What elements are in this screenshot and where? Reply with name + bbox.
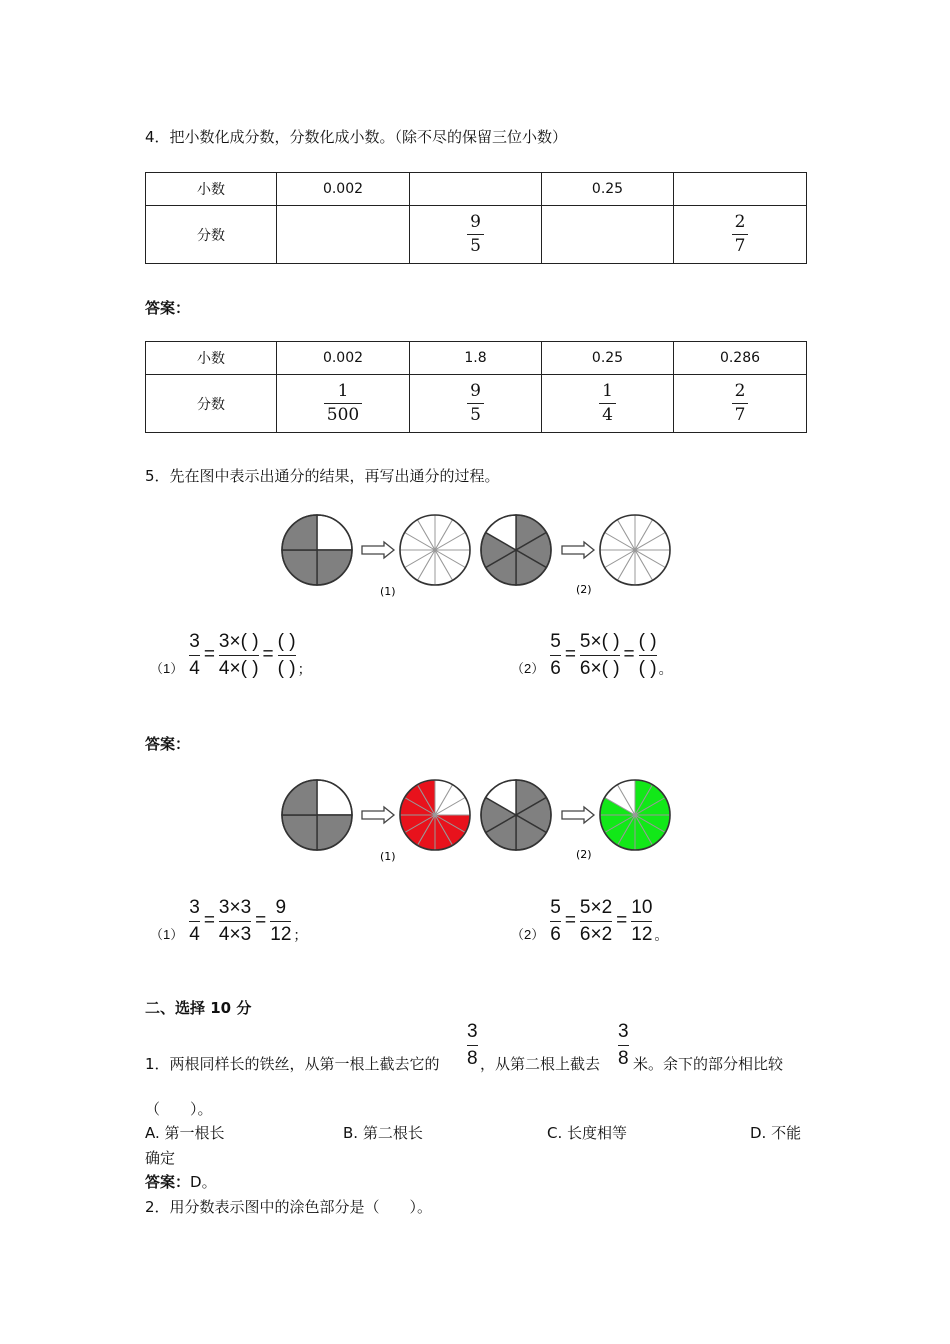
pie-sixths <box>481 780 551 850</box>
table-cell <box>410 173 542 206</box>
q5-title: 5．先在图中表示出通分的结果，再写出通分的过程。 <box>145 467 500 485</box>
section-title: 二、选择 10 分 <box>145 999 252 1017</box>
q5-answer-equation-2: （2） 5 6 = 5×2 6×2 = 10 12 。 <box>511 897 669 945</box>
q4-question-table <box>145 172 807 264</box>
option-c: C. 长度相等 <box>547 1124 628 1142</box>
q5-equation-2: （2） 5 6 = 5×( ) 6×( ) = ( ) ( ) 。 <box>511 631 673 679</box>
option-a: A. 第一根长 <box>145 1124 225 1142</box>
fraction: $\frac{9}{5}$ <box>467 214 484 255</box>
fraction: $\frac{1}{4}$ <box>599 383 616 424</box>
answer-label: 答案： <box>145 299 191 317</box>
row-label-fraction: 分数 <box>146 375 277 433</box>
row-label-decimal: 小数 <box>146 342 277 375</box>
row-label-fraction: 分数 <box>146 206 277 264</box>
figure-label-2: (2) <box>576 848 592 861</box>
q4-answer-table <box>145 341 807 433</box>
q1-answer: 答案：D。 <box>145 1173 217 1191</box>
option-b: B. 第二根长 <box>343 1124 423 1142</box>
pie-twelfths-1 <box>400 515 470 585</box>
table-cell <box>674 375 807 433</box>
s2-q2-text: 2．用分数表示图中的涂色部分是（ ）。 <box>145 1198 433 1216</box>
table-cell <box>674 173 807 206</box>
table-cell: 1.8 <box>410 342 542 375</box>
arrow-icon <box>562 542 594 558</box>
fraction: $\frac{1}{500}$ <box>324 383 362 424</box>
table-cell <box>410 206 542 264</box>
s2-q1-text-part2: ，从第二根上截去 <box>480 1055 601 1073</box>
figure-label-1: (1) <box>380 850 396 863</box>
fraction: $\frac{9}{5}$ <box>467 383 484 424</box>
q5-answer-equation-1: （1） 3 4 = 3×3 4×3 = 9 12 ； <box>150 897 308 945</box>
table-cell: 0.002 <box>277 173 410 206</box>
q4-title: 4．把小数化成分数，分数化成小数。（除不尽的保留三位小数） <box>145 128 568 146</box>
fraction: $\frac{2}{7}$ <box>732 383 749 424</box>
s2-q1-text-part3: 米。余下的部分相比较 <box>633 1055 784 1073</box>
arrow-icon <box>362 542 394 558</box>
table-cell <box>277 375 410 433</box>
pie-twelfths-1 <box>400 780 470 850</box>
table-cell: 0.002 <box>277 342 410 375</box>
table-cell <box>542 375 674 433</box>
table-cell <box>542 206 674 264</box>
pie-quarters <box>282 780 352 850</box>
arrow-icon <box>362 807 394 823</box>
q5-answer-figure <box>270 770 690 870</box>
s2-q1-text-part1: 1．两根同样长的铁丝，从第一根上截去它的 <box>145 1055 440 1073</box>
pie-sixths <box>481 515 551 585</box>
q5-question-figure <box>270 505 690 605</box>
table-cell <box>674 206 807 264</box>
pie-quarters <box>282 515 352 585</box>
table-cell <box>410 375 542 433</box>
answer-blank: （ ）。 <box>145 1100 213 1118</box>
fraction: 3 8 <box>618 1021 629 1069</box>
row-label-decimal: 小数 <box>146 173 277 206</box>
answer-label: 答案： <box>145 735 191 753</box>
table-cell <box>277 206 410 264</box>
pie-twelfths-2 <box>600 780 670 850</box>
table-cell: 0.25 <box>542 342 674 375</box>
arrow-icon <box>562 807 594 823</box>
pie-twelfths-2 <box>600 515 670 585</box>
figure-label-2: (2) <box>576 583 592 596</box>
fraction: $\frac{2}{7}$ <box>732 214 749 255</box>
figure-label-1: (1) <box>380 585 396 598</box>
fraction: 3 8 <box>467 1021 478 1069</box>
table-cell: 0.25 <box>542 173 674 206</box>
option-d-wrap: 确定 <box>145 1149 176 1167</box>
table-cell: 0.286 <box>674 342 807 375</box>
q5-equation-1: （1） 3 4 = 3×( ) 4×( ) = ( ) ( ) ； <box>150 631 312 679</box>
option-d: D. 不能 <box>750 1124 802 1142</box>
